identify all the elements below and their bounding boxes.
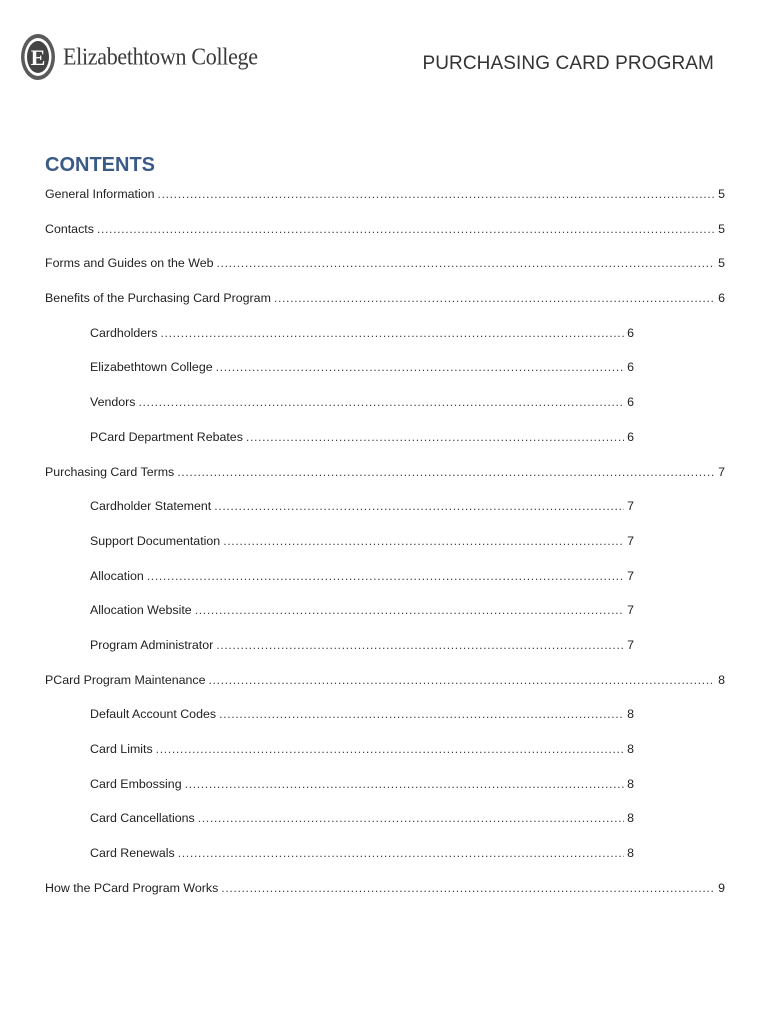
toc-entry-benefits[interactable]	[45, 291, 725, 326]
toc-entry-cardholder-statement[interactable]	[45, 499, 634, 534]
toc-entry-label: Default Account Codes	[90, 707, 217, 722]
toc-entry-program-administrator[interactable]	[45, 638, 634, 673]
svg-text:E: E	[30, 45, 46, 70]
toc-entry-card-cancellations[interactable]	[45, 811, 634, 846]
toc-entry-allocation-website[interactable]	[45, 603, 634, 638]
toc-entry-allocation[interactable]	[45, 569, 634, 604]
document-title: PURCHASING CARD PROGRAM	[422, 53, 714, 74]
toc-entry-page: 6	[627, 429, 634, 444]
toc-entry-label: Cardholder Statement	[90, 499, 212, 514]
toc-entry-page: 8	[627, 742, 634, 756]
toc-entry-page: 9	[718, 880, 725, 895]
toc-leader-dots	[219, 707, 624, 721]
toc-entry-page: 6	[627, 360, 634, 375]
logo-text: Elizabethtown College	[63, 42, 258, 71]
toc-entry-label: How the PCard Program Works	[45, 880, 219, 895]
toc-entry-label: PCard Department Rebates	[90, 429, 243, 444]
toc-entry-label: Elizabethtown College	[90, 360, 213, 375]
toc-leader-dots	[178, 846, 624, 860]
toc-entry-label: Vendors	[90, 395, 136, 410]
toc-entry-label: Benefits of the Purchasing Card Program	[45, 291, 271, 306]
toc-leader-dots	[177, 465, 715, 479]
toc-entry-page: 5	[718, 187, 725, 201]
table-of-contents	[45, 187, 725, 915]
toc-entry-page: 7	[627, 533, 634, 548]
toc-leader-dots	[274, 291, 715, 305]
toc-leader-dots	[156, 742, 624, 756]
toc-entry-label: Allocation Website	[90, 603, 192, 618]
toc-entry-page: 7	[627, 637, 634, 652]
college-logo	[20, 33, 258, 81]
toc-entry-page: 5	[718, 221, 725, 236]
toc-entry-page: 7	[627, 499, 634, 514]
toc-entry-page: 8	[718, 672, 725, 687]
toc-entry-forms-and-guides[interactable]	[45, 256, 725, 291]
toc-entry-page: 5	[718, 256, 725, 271]
toc-entry-page: 8	[627, 707, 634, 722]
toc-entry-label: Cardholders	[90, 325, 158, 340]
toc-entry-page: 7	[627, 603, 634, 618]
toc-leader-dots	[216, 360, 624, 374]
toc-entry-pcard-department-rebates[interactable]	[45, 430, 634, 465]
toc-entry-label: Contacts	[45, 221, 94, 236]
toc-leader-dots	[138, 395, 624, 409]
toc-entry-elizabethtown-college[interactable]	[45, 360, 634, 395]
toc-entry-label: Allocation	[90, 568, 144, 583]
toc-entry-how-pcard-program-works[interactable]	[45, 881, 725, 916]
toc-entry-label: Forms and Guides on the Web	[45, 256, 214, 271]
toc-leader-dots	[217, 256, 716, 270]
toc-leader-dots	[198, 811, 624, 825]
toc-leader-dots	[147, 569, 624, 583]
toc-entry-support-documentation[interactable]	[45, 534, 634, 569]
toc-entry-page: 7	[718, 464, 725, 479]
toc-entry-label: Card Renewals	[90, 846, 175, 861]
toc-entry-default-account-codes[interactable]	[45, 707, 634, 742]
toc-entry-card-embossing[interactable]	[45, 777, 634, 812]
toc-entry-page: 8	[627, 846, 634, 861]
toc-leader-dots	[161, 326, 625, 340]
toc-entry-label: Program Administrator	[90, 637, 214, 652]
toc-entry-card-limits[interactable]	[45, 742, 634, 777]
toc-leader-dots	[214, 499, 624, 513]
toc-entry-page: 8	[627, 776, 634, 791]
toc-leader-dots	[223, 534, 624, 548]
toc-leader-dots	[221, 881, 715, 895]
toc-leader-dots	[185, 777, 625, 791]
college-seal-icon	[20, 33, 56, 81]
contents-heading: CONTENTS	[45, 154, 155, 176]
toc-entry-page: 6	[627, 325, 634, 340]
toc-entry-general-information[interactable]	[45, 187, 725, 222]
toc-leader-dots	[195, 603, 624, 617]
toc-entry-page: 8	[627, 811, 634, 826]
toc-entry-page: 6	[718, 291, 725, 306]
toc-entry-purchasing-card-terms[interactable]	[45, 465, 725, 500]
toc-entry-pcard-program-maintenance[interactable]	[45, 673, 725, 708]
toc-entry-page: 7	[627, 568, 634, 583]
toc-leader-dots	[97, 222, 715, 236]
toc-entry-label: Card Embossing	[90, 776, 182, 791]
toc-entry-contacts[interactable]	[45, 222, 725, 257]
toc-leader-dots	[246, 430, 624, 444]
toc-entry-label: PCard Program Maintenance	[45, 672, 206, 687]
toc-entry-card-renewals[interactable]	[45, 846, 634, 881]
toc-leader-dots	[208, 673, 715, 687]
toc-leader-dots	[158, 187, 716, 201]
toc-entry-label: Card Limits	[90, 742, 153, 756]
toc-entry-label: Support Documentation	[90, 533, 221, 548]
toc-entry-label: Card Cancellations	[90, 811, 195, 826]
toc-leader-dots	[216, 638, 624, 652]
toc-entry-vendors[interactable]	[45, 395, 634, 430]
toc-entry-label: Purchasing Card Terms	[45, 464, 175, 479]
toc-entry-cardholders[interactable]	[45, 326, 634, 361]
toc-entry-label: General Information	[45, 187, 155, 201]
toc-entry-page: 6	[627, 395, 634, 410]
